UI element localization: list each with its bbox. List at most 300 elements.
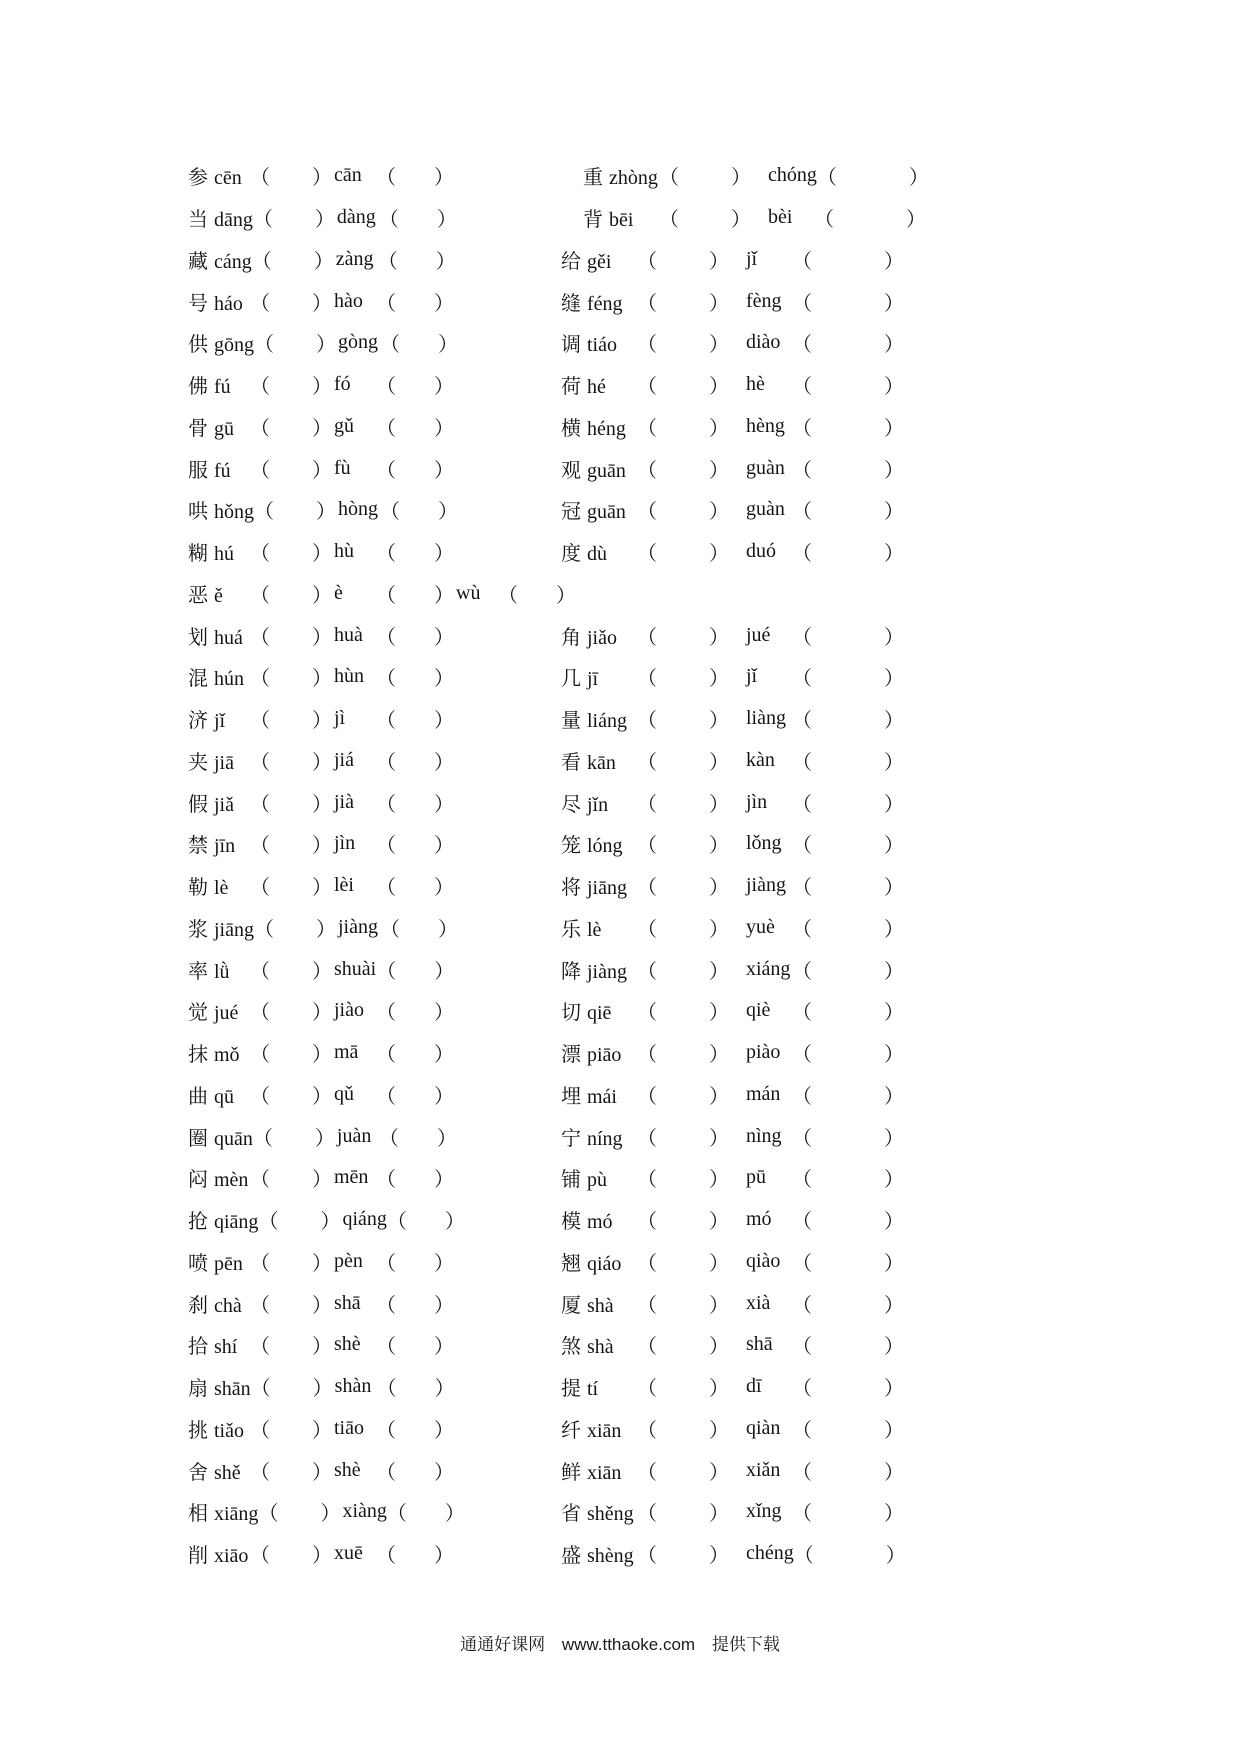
answer-blank: [270, 885, 312, 886]
answer-blank: [270, 718, 312, 719]
worksheet-row: [188, 1366, 1088, 1408]
pinyin: guàn: [746, 456, 785, 479]
open-paren: （: [792, 292, 812, 315]
pinyin: huà: [334, 623, 363, 646]
close-paren: ）: [434, 1252, 454, 1275]
close-paren: ）: [314, 1127, 335, 1150]
entry-head: [188, 495, 254, 524]
answer-blank: [270, 843, 312, 844]
open-paren: （: [376, 710, 396, 733]
character: 降: [561, 960, 581, 983]
close-paren: ）: [709, 292, 729, 315]
worksheet-row: [188, 656, 1088, 698]
entry-head: [561, 955, 637, 984]
answer-blank: [278, 1511, 320, 1512]
close-paren: ）: [312, 1044, 332, 1067]
answer-blank: [657, 509, 709, 510]
pinyin: hún: [214, 668, 244, 691]
answer-blank: [657, 301, 709, 302]
entry-left: [188, 280, 454, 322]
pinyin: pū: [746, 1166, 766, 1189]
page-footer: [0, 1630, 1240, 1655]
open-paren: （: [258, 1503, 279, 1526]
open-paren: （: [250, 292, 270, 315]
open-paren: （: [250, 584, 270, 607]
answer-blank: [396, 1470, 434, 1471]
pinyin: yuè: [746, 915, 775, 938]
worksheet-row: [188, 614, 1088, 656]
answer-blank: [270, 1428, 312, 1429]
entry-head: [561, 328, 637, 357]
worksheet-row: [188, 406, 1088, 448]
open-paren: （: [637, 334, 657, 357]
entry-head: [188, 1456, 250, 1485]
close-paren: ）: [709, 1461, 729, 1484]
close-paren: ）: [434, 1336, 454, 1359]
close-paren: ）: [709, 626, 729, 649]
pinyin: qiáng: [342, 1208, 387, 1231]
close-paren: ）: [320, 1503, 341, 1526]
answer-blank: [396, 1428, 434, 1429]
answer-blank: [657, 843, 709, 844]
close-paren: ）: [312, 167, 332, 190]
open-paren: （: [792, 1169, 812, 1192]
answer-blank: [657, 1470, 709, 1471]
answer-blank: [270, 1553, 312, 1554]
close-paren: ）: [884, 1503, 904, 1526]
entry-head: [188, 412, 250, 441]
answer-blank: [270, 426, 312, 427]
close-paren: ）: [884, 376, 904, 399]
answer-blank: [270, 468, 312, 469]
entry-right: [561, 1408, 904, 1450]
entry-right: [561, 698, 904, 740]
open-paren: （: [376, 1252, 396, 1275]
open-paren: （: [376, 1545, 396, 1568]
footer-suffix: 提供下载: [711, 1635, 780, 1654]
pinyin: bēi: [609, 209, 634, 232]
answer-blank: [270, 635, 312, 636]
open-paren: （: [252, 209, 273, 232]
open-paren: （: [792, 459, 812, 482]
answer-blank: [270, 551, 312, 552]
close-paren: ）: [709, 710, 729, 733]
entry-head: [561, 662, 637, 691]
answer-blank: [657, 1553, 709, 1554]
open-paren: （: [637, 1127, 657, 1150]
pinyin: héng: [587, 417, 626, 440]
character: 圈: [188, 1127, 208, 1150]
pinyin: jiāng: [587, 877, 627, 900]
entry-right: [561, 1115, 904, 1157]
pinyin: jìn: [334, 832, 356, 855]
answer-blank: [396, 1010, 434, 1011]
close-paren: ）: [312, 668, 332, 691]
close-paren: ）: [885, 1545, 906, 1568]
open-paren: （: [250, 626, 270, 649]
entry-head: [561, 1330, 637, 1359]
open-paren: （: [250, 459, 270, 482]
pinyin: diào: [746, 331, 781, 354]
close-paren: ）: [884, 668, 904, 691]
entry-head: [188, 1414, 250, 1443]
entry-head: [188, 871, 250, 900]
open-paren: （: [250, 417, 270, 440]
open-paren: （: [637, 417, 657, 440]
open-paren: （: [637, 835, 657, 858]
open-paren: （: [254, 501, 274, 524]
entry-head: [561, 746, 637, 775]
answer-blank: [812, 1177, 884, 1178]
character: 服: [188, 459, 208, 482]
close-paren: ）: [434, 1419, 454, 1442]
open-paren: （: [816, 167, 837, 190]
pinyin: shà: [587, 1336, 614, 1359]
pinyin: dāng: [214, 209, 253, 232]
answer-blank: [812, 1094, 884, 1095]
close-paren: ）: [884, 960, 904, 983]
entry-right: [561, 781, 904, 823]
close-paren: ）: [884, 793, 904, 816]
character: 浆: [188, 918, 208, 941]
pinyin: zàng: [335, 247, 374, 270]
open-paren: （: [792, 1002, 812, 1025]
answer-blank: [398, 259, 436, 260]
entry-right: [561, 614, 904, 656]
answer-blank: [657, 1511, 709, 1512]
close-paren: ）: [884, 626, 904, 649]
open-paren: （: [376, 1002, 396, 1025]
answer-blank: [518, 593, 556, 594]
close-paren: ）: [709, 751, 729, 774]
entry-left: [188, 489, 458, 531]
pinyin: shě: [214, 1461, 241, 1484]
pinyin: liáng: [587, 710, 627, 733]
pinyin: qiāng: [214, 1211, 259, 1234]
close-paren: ）: [884, 1252, 904, 1275]
close-paren: ）: [312, 877, 332, 900]
entry-head: [188, 1539, 250, 1568]
close-paren: ）: [434, 710, 454, 733]
pinyin: mó: [587, 1211, 613, 1234]
pinyin: lè: [587, 918, 602, 941]
pinyin: jīn: [214, 835, 236, 858]
entry-head: [583, 203, 659, 232]
entry-head: [188, 1080, 250, 1109]
answer-blank: [812, 760, 884, 761]
character: 提: [561, 1378, 581, 1401]
entry-head: [561, 1205, 637, 1234]
character: 角: [561, 626, 581, 649]
answer-blank: [396, 1303, 434, 1304]
entry-head: [561, 1456, 637, 1485]
entry-head: [188, 704, 250, 733]
entry-right: [561, 823, 904, 865]
open-paren: （: [637, 1419, 657, 1442]
open-paren: （: [250, 1378, 271, 1401]
character: 当: [188, 209, 208, 232]
character: 给: [561, 250, 581, 273]
open-paren: （: [637, 960, 657, 983]
entry-head: [561, 871, 637, 900]
entry-right: [561, 656, 904, 698]
pinyin: jué: [746, 623, 771, 646]
entry-head: [188, 161, 250, 190]
worksheet-row: [188, 531, 1088, 573]
pinyin: cēn: [214, 167, 242, 190]
pinyin: jià: [334, 790, 354, 813]
open-paren: （: [792, 1336, 812, 1359]
answer-blank: [814, 1553, 886, 1554]
open-paren: （: [792, 960, 812, 983]
pinyin: quān: [214, 1127, 253, 1150]
answer-blank: [812, 1052, 884, 1053]
worksheet-row: [188, 1282, 1088, 1324]
pinyin: kān: [587, 751, 616, 774]
worksheet-row: [188, 698, 1088, 740]
answer-blank: [396, 1052, 434, 1053]
entry-left: [188, 948, 454, 990]
answer-blank: [399, 217, 437, 218]
open-paren: （: [376, 1336, 396, 1359]
worksheet-row: [188, 1115, 1088, 1157]
open-paren: （: [637, 1085, 657, 1108]
pinyin: jiàng: [587, 960, 627, 983]
pinyin: qiáo: [587, 1252, 622, 1275]
entry-left: [188, 865, 454, 907]
pinyin: shěng: [587, 1503, 634, 1526]
entry-head: [188, 328, 254, 357]
pinyin: cáng: [214, 250, 252, 273]
close-paren: ）: [709, 1419, 729, 1442]
close-paren: ）: [435, 250, 456, 273]
answer-blank: [657, 384, 709, 385]
close-paren: ）: [731, 209, 751, 232]
open-paren: （: [792, 1127, 812, 1150]
character: 哄: [188, 501, 208, 524]
worksheet-row: [188, 948, 1088, 990]
open-paren: （: [380, 918, 400, 941]
entry-head: [188, 788, 250, 817]
character: 鲜: [561, 1461, 581, 1484]
close-paren: ）: [709, 1503, 729, 1526]
open-paren: （: [637, 751, 657, 774]
character: 率: [188, 960, 208, 983]
answer-blank: [657, 342, 709, 343]
pinyin: shè: [334, 1458, 361, 1481]
character: 济: [188, 710, 208, 733]
open-paren: （: [637, 1461, 657, 1484]
pinyin: jī: [587, 668, 599, 691]
open-paren: （: [637, 501, 657, 524]
entry-head: [561, 537, 637, 566]
close-paren: ）: [434, 668, 454, 691]
open-paren: （: [376, 877, 396, 900]
character: 参: [188, 167, 208, 190]
open-paren: （: [376, 960, 397, 983]
open-paren: （: [792, 334, 812, 357]
close-paren: ）: [884, 292, 904, 315]
close-paren: ）: [709, 668, 729, 691]
open-paren: （: [254, 334, 274, 357]
answer-blank: [679, 175, 731, 176]
entry-head: [188, 1497, 258, 1526]
character: 几: [561, 668, 581, 691]
entry-left: [188, 1032, 454, 1074]
entry-left: [188, 781, 454, 823]
character: 恶: [188, 584, 208, 607]
pinyin: guàn: [746, 498, 785, 521]
answer-blank: [657, 1344, 709, 1345]
answer-blank: [270, 1303, 312, 1304]
close-paren: ）: [731, 167, 751, 190]
character: 纤: [561, 1419, 581, 1442]
answer-blank: [657, 259, 709, 260]
answer-blank: [812, 1428, 884, 1429]
entry-head: [561, 454, 637, 483]
pinyin: dù: [587, 543, 607, 566]
close-paren: ）: [312, 1545, 332, 1568]
worksheet-row: [188, 781, 1088, 823]
answer-blank: [812, 426, 884, 427]
close-paren: ）: [884, 1044, 904, 1067]
open-paren: （: [250, 1545, 270, 1568]
open-paren: （: [792, 626, 812, 649]
pinyin: chà: [214, 1294, 242, 1317]
entry-head: [561, 788, 637, 817]
answer-blank: [396, 384, 434, 385]
open-paren: （: [250, 376, 270, 399]
answer-blank: [407, 1511, 445, 1512]
open-paren: （: [250, 1085, 270, 1108]
open-paren: （: [637, 626, 657, 649]
pinyin: bèi: [768, 206, 793, 229]
answer-blank: [657, 468, 709, 469]
entry-head: [188, 1289, 250, 1318]
open-paren: （: [376, 584, 396, 607]
open-paren: （: [637, 668, 657, 691]
entry-left: [188, 155, 454, 197]
pinyin: chóng: [768, 164, 817, 187]
close-paren: ）: [312, 1419, 332, 1442]
answer-blank: [657, 1303, 709, 1304]
close-paren: ）: [709, 543, 729, 566]
character: 抢: [188, 1211, 208, 1234]
close-paren: ）: [312, 292, 332, 315]
character: 重: [583, 167, 603, 190]
answer-blank: [270, 1470, 312, 1471]
worksheet-row: [188, 155, 1088, 197]
answer-blank: [396, 760, 434, 761]
close-paren: ）: [434, 417, 454, 440]
answer-blank: [397, 1386, 435, 1387]
pinyin: jìn: [746, 790, 768, 813]
open-paren: （: [792, 668, 812, 691]
worksheet-row: [188, 322, 1088, 364]
pinyin: chéng: [746, 1542, 794, 1565]
open-paren: （: [250, 751, 270, 774]
close-paren: ）: [312, 1169, 332, 1192]
character: 骨: [188, 417, 208, 440]
worksheet-row: [188, 197, 1088, 239]
close-paren: ）: [709, 417, 729, 440]
pinyin: shàn: [334, 1375, 372, 1398]
close-paren: ）: [884, 1169, 904, 1192]
answer-blank: [396, 676, 434, 677]
pinyin: shā: [746, 1333, 773, 1356]
worksheet-row: [188, 1449, 1088, 1491]
entry-right: [561, 239, 904, 281]
entry-right: [561, 406, 904, 448]
close-paren: ）: [434, 1169, 454, 1192]
open-paren: （: [380, 334, 400, 357]
pinyin: xiān: [587, 1419, 622, 1442]
answer-blank: [270, 1094, 312, 1095]
close-paren: ）: [709, 250, 729, 273]
close-paren: ）: [709, 501, 729, 524]
pinyin: qǔ: [334, 1082, 354, 1105]
close-paren: ）: [312, 1002, 332, 1025]
close-paren: ）: [312, 543, 332, 566]
answer-blank: [396, 802, 434, 803]
entry-right: [561, 1366, 904, 1408]
pinyin: hé: [587, 376, 606, 399]
pinyin: dī: [746, 1375, 762, 1398]
close-paren: ）: [434, 793, 454, 816]
worksheet-row: [188, 740, 1088, 782]
close-paren: ）: [884, 417, 904, 440]
worksheet-row: [188, 990, 1088, 1032]
entry-left: [188, 990, 454, 1032]
open-paren: （: [376, 668, 396, 691]
character: 相: [188, 1503, 208, 1526]
pinyin: jiāng: [214, 918, 254, 941]
close-paren: ）: [434, 1378, 455, 1401]
open-paren: （: [792, 1461, 812, 1484]
entry-left: [188, 1074, 454, 1116]
open-paren: （: [376, 751, 396, 774]
open-paren: （: [376, 1419, 396, 1442]
answer-blank: [400, 927, 438, 928]
character: 削: [188, 1545, 208, 1568]
answer-blank: [812, 551, 884, 552]
close-paren: ）: [709, 376, 729, 399]
close-paren: ）: [884, 1294, 904, 1317]
entry-head: [561, 829, 637, 858]
close-paren: ）: [434, 1545, 454, 1568]
pinyin: jǐn: [587, 793, 609, 816]
answer-blank: [396, 551, 434, 552]
pinyin: lèi: [334, 874, 354, 897]
entry-right: [561, 322, 904, 364]
answer-blank: [657, 635, 709, 636]
character: 盛: [561, 1545, 581, 1568]
answer-blank: [396, 1344, 434, 1345]
open-paren: （: [792, 1294, 812, 1317]
entry-right: [561, 1533, 906, 1575]
character: 观: [561, 459, 581, 482]
worksheet-row: [188, 364, 1088, 406]
close-paren: ）: [312, 459, 332, 482]
answer-blank: [270, 802, 312, 803]
pinyin: hǒng: [214, 501, 254, 524]
answer-blank: [270, 1052, 312, 1053]
answer-blank: [270, 301, 312, 302]
entry-right: [561, 1282, 904, 1324]
close-paren: ）: [316, 334, 336, 357]
character: 漂: [561, 1044, 581, 1067]
answer-blank: [396, 468, 434, 469]
